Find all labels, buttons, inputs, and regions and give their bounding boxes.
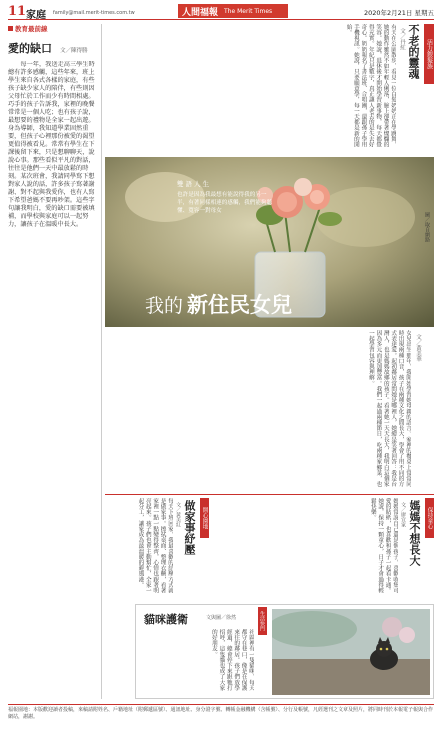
feature-title-light: 我的 bbox=[145, 295, 184, 317]
masthead-cn: 人間福報 bbox=[182, 7, 219, 18]
footer-notice bbox=[8, 704, 434, 724]
right-top-body: 有天在公園散步，看見一位白髮奶奶正在學跳舞，她的動作雖然不如年輕人俐落，臉上卻帶著燦爛的笑容。她說，退休後才開始學習新事物，每天都覺得充實。年紀只是數字，真正讓人老去的是失去好奇心。奶奶報名了書法班、合唱團，還跟孫子學用手機視訊。她說，只要願意學，每一天都是新的開始。 bbox=[345, 24, 396, 148]
right-top-tag: 活力銀髮族 bbox=[424, 24, 434, 84]
photo-credit: 圖／取自網路 bbox=[424, 212, 430, 242]
footer-text: 福報園地：本版歡迎讀者投稿，來稿請附姓名、戶籍地址（附郵遞區號）、通訊地址、身分證字號、轉帳金融機構（含帳號）、分行及帳號，凡經選刊之文章及照片，將同時刊於本報電子報與合作網站，謝謝。 bbox=[8, 707, 434, 720]
right-top-byline: 文／丹紅 bbox=[399, 28, 405, 50]
cat-image bbox=[272, 609, 430, 695]
mama-title: 媽媽不想長大 bbox=[408, 500, 421, 566]
left-section-tag: 教育最前線 bbox=[15, 25, 48, 33]
masthead bbox=[178, 4, 288, 18]
square-icon bbox=[8, 26, 13, 31]
divider bbox=[105, 494, 434, 495]
mama-byline: 文／廖宜家 bbox=[400, 502, 406, 527]
left-column bbox=[8, 24, 102, 699]
feature-byline: 文／黃美華 bbox=[415, 334, 421, 362]
left-article-body: 每一年，我送走高三學生時總有許多感觸，這些年來，班上學生來自各式各樣的家庭，有些孩子缺少家人的陪伴，有些則因父母忙於工作而少有時間相處。巧手的孩子告訴我，家裡的晚餐常常是一個人吃；也有孩子說，最想要的禮物是全家一起出遊。身為導師，我知道學業固然重要，但孩子心裡那份被愛的渴望更值得被看見。常常有學生在下課後留下來，只是想聊聊天，說說心事。那些看似平凡的對話，往往是他們一天中最放鬆的時刻。某次班會，我請同學寫下想對家人說的話，許多孩子寫著謝謝、對不起與我愛你，也有人寫下希望爸媽不要再吵架。這些字句讓我明白，愛的缺口需要被填補，而學校與家庭可以一起努力，讓孩子在溫暖中長大。 bbox=[8, 61, 95, 228]
cat-column-tag: 生活快門 bbox=[258, 607, 267, 635]
issue-date: 2020年2月21日 星期五 bbox=[363, 9, 434, 17]
mama-article bbox=[212, 498, 434, 598]
mama-tag: 保持童心 bbox=[425, 498, 434, 538]
feature-quote: 也許是因為我最想有能說得我的另一半，有著同樣相連的感觸，我們能夠聽懂、寬容一對母女 bbox=[177, 192, 273, 214]
cat-column-title: 貓咪護衛 bbox=[144, 613, 188, 626]
section-name: 家庭 bbox=[26, 10, 46, 21]
feature-photo bbox=[105, 157, 434, 327]
housework-byline: 文／黃美紅 bbox=[175, 502, 181, 527]
cat-column-byline: 文與圖／徐然 bbox=[206, 615, 237, 621]
feature-title bbox=[145, 289, 292, 319]
header-bar bbox=[8, 4, 434, 20]
right-top-title: 不老的靈魂 bbox=[407, 24, 420, 79]
left-tag-row bbox=[8, 24, 98, 33]
left-byline: 文／陳得勝 bbox=[60, 48, 88, 54]
page-number: 11 bbox=[8, 4, 27, 19]
feature-label-text: 雙語人生 bbox=[177, 180, 211, 188]
housework-tag: 開心園地 bbox=[200, 498, 209, 538]
masthead-en: The Merit Times bbox=[224, 7, 273, 15]
feature-body: 女兒出生那年，我開始學習她母親的語言。家裡的餐桌上常常同時出現兩種口音，孩子在兩種文化之間長大，學會了用不同的方式表達愛。起初鄰居常問她是哪裡人，她總是笑著回答：我是台灣人，也是媽媽故鄉的孩子。看著她一天天長大，我明白這個家因為多元而更加豐富。我們一起過兩種節日，吃兩種家鄉菜，也一起學習包容與理解。 bbox=[367, 330, 411, 487]
housework-body: 每天下班回家，我最喜歡的紓壓方式就是做家事。擦拭桌面、整理衣櫃，看著家裡一點一點變得整齊，心情也跟著明亮起來。孩子們也會主動幫忙，全家一起分工，讓家成為最溫暖的避風港。 bbox=[137, 498, 173, 594]
housework-title: 做家事紓壓 bbox=[183, 500, 196, 555]
left-article-title: 愛的缺口 bbox=[8, 42, 52, 55]
section-email: family@mail.merit-times.com.tw bbox=[53, 10, 135, 16]
right-top-article bbox=[234, 24, 434, 154]
feature-title-bold: 新住民女兒 bbox=[187, 292, 293, 317]
mama-body: 媽媽常說自己還是個孩子，喜歡收集可愛的貼紙，也喜歡和孫子一起看卡通。她說，保持一顆童心，日子才會過得輕鬆快樂。 bbox=[369, 498, 398, 594]
feature-section-label bbox=[177, 179, 211, 188]
cat-column-body: 社區裡有一隻貓咪，每天都守在巷口，像是在保護來往的鄰居。孩子們放學經過，總會停下來跟牠打招呼，這隻貓也成了大家的好朋友。 bbox=[210, 629, 254, 691]
cat-column bbox=[135, 604, 434, 699]
housework-article bbox=[105, 498, 209, 598]
cat-photo bbox=[272, 609, 430, 695]
